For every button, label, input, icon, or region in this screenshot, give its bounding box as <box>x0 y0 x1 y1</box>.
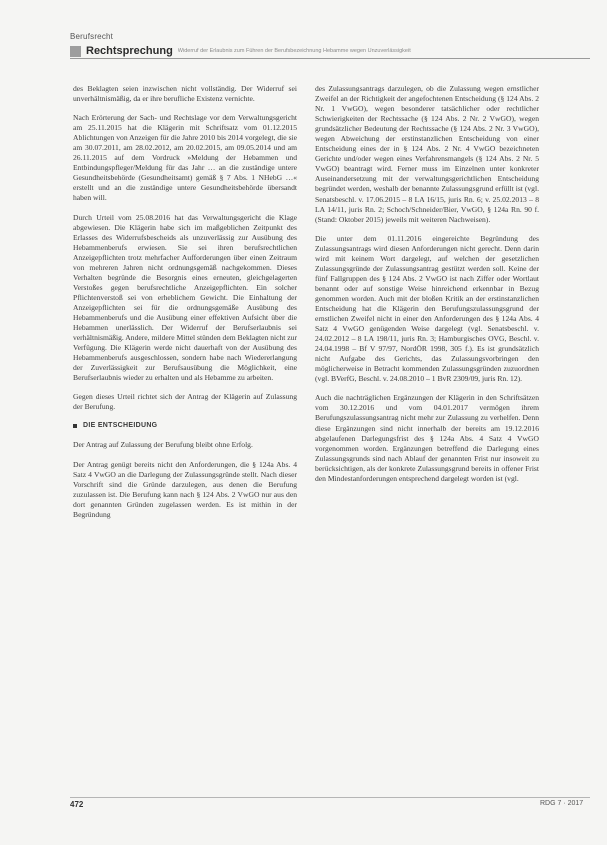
square-bullet-icon <box>73 424 77 428</box>
running-header <box>70 44 590 59</box>
paragraph: Nach Erörterung der Sach- und Rechtslage vor dem Verwaltungsgericht am 25.11.2015 hat die Klägerin mit Schriftsatz vom 01.12.2015 Ablichtungen von Anzeigen für die Jahre 2010 bis 2014 vorgelegt, die sie am 30.07.2011, am 28.02.2012, am 20.02.2015, am 09.05.2014 und am 26.11.2015 auf dem Vordruck »Meldung der Hebammen und Entbindungspfleger/Meldung für das Jahr … an die zuständige untere Gesundheitsbehörde (Gesundheitsamt) gemäß § 7 Abs. 1 NHebG …« erstellt und an die zuständige untere Gesundheitsbehörde übersandt haben will. <box>73 113 297 203</box>
paragraph: Der Antrag genügt bereits nicht den Anforderungen, die § 124a Abs. 4 Satz 4 VwGO an die Darlegung der Zulassungsgründe stellt. Nach dieser Vorschrift sind die Gründe darzulegen, aus denen die Berufung zuzulassen ist. Die Berufung kann nach § 124 Abs. 2 VwGO nur aus den dort genannten Gründen zugelassen werden. Es ist mithin in der Begründung <box>73 459 297 519</box>
footer-rule <box>70 797 590 798</box>
header-title: Rechtsprechung <box>86 45 173 57</box>
paragraph: Auch die nachträglichen Ergänzungen der Klägerin in den Schriftsätzen vom 30.12.2016 und vom 04.01.2017 vermögen ihrem Berufungszulassungsantrag nicht mehr zur Zulassung zu verhelfen. Denn diese Ergänzungen sind nicht innerhalb der bereits am 19.12.2016 abgelaufenen Darlegungsfrist des § 124a Abs. 4 Satz 4 VwGO vorgenommen worden. Ergänzungen betreffend die Darlegung eines Zulassungsgrunds sind nach Ablauf der genannten Frist nur insoweit zu berücksichtigen, als der konkrete Zulassungsgrund bereits in offener Frist den Mindestanforderungen entsprechend dargelegt worden ist (vgl. <box>315 393 539 483</box>
paragraph: Der Antrag auf Zulassung der Berufung bleibt ohne Erfolg. <box>73 440 253 450</box>
paragraph: des Zulassungsantrags darzulegen, ob die Zulassung wegen ernstlicher Zweifel an der Richtigkeit der angefochtenen Entscheidung (§ 124 Abs. 2 Nr. 1 VwGO), wegen besonderer tatsächlicher oder rechtlicher Schwierigkeiten der Rechtssache (§ 124 Abs. 2 Nr. 2 VwGO), wegen grundsätzlicher Bedeutung der Rechtssache (§ 124 Abs. 2 Nr. 3 VwGO), wegen Abweichung der erstinstanzlichen Entscheidung von einer Entscheidung eines der in § 124 Abs. 2 Nr. 4 VwGO bezeichneten Gerichte und/oder wegen eines Verfahrensmangels (§ 124 Abs. 2 Nr. 5 VwGO) beantragt wird. Ferner muss im Einzelnen unter konkreter Auseinandersetzung mit der verwaltungsgerichtlichen Entscheidung begründet werden, weshalb der benannte Zulassungsgrund erfüllt ist (vgl. Senatsbeschl. v. 17.06.2015 – 8 LA 16/15, juris Rn. 6; v. 25.02.2013 – 8 LA 14/11, juris Rn. 2; Schoch/Schneider/Bier, VwGO, § 124a Rn. 90 f. (Stand: Oktober 2015) jeweils mit weiteren Nachweisen). <box>315 84 539 224</box>
header-square-icon <box>70 46 81 57</box>
paragraph: Die unter dem 01.11.2016 eingereichte Begründung des Zulassungsantrags wird diesen Anforderungen nicht gerecht. Denn darin wird mit keinem Wort dargelegt, auf welchen der gesetzlichen Zulassungsgründe der Zulassungsantrag gestützt werden soll. Keine der fünf Fallgruppen des § 124 Abs. 2 VwGO ist nach Ziffer oder Wortlaut benannt oder auf sonstige Weise hinreichend erkennbar in Bezug genommen worden. Auch mit der bloßen Kritik an der erstinstanzlichen Entscheidung hat die Klägerin den Berufungszulassungsgrund der ernstlichen Zweifel nicht in einer den Anforderungen des § 124a Abs. 4 Satz 4 VwGO genügenden Weise dargelegt (vgl. Senatsbeschl. v. 24.02.2012 – 8 LA 198/11, juris Rn. 3; Hamburgisches OVG, Beschl. v. 24.04.1998 – Bf V 97/97, NordÖR 1998, 305 f.). Es ist grundsätzlich nicht Aufgabe des Gerichts, das Zulassungsvorbringen den möglicherweise in Betracht kommenden Zulassungsgründen zuzuordnen (vgl. BVerfG, Beschl. v. 24.08.2010 – 1 BvR 2309/09, juris Rn. 12). <box>315 233 539 384</box>
left-column <box>73 84 297 529</box>
section-heading-text: DIE ENTSCHEIDUNG <box>83 422 158 430</box>
paragraph: Gegen dieses Urteil richtet sich der Antrag der Klägerin auf Zulassung der Berufung. <box>73 392 297 412</box>
paragraph: Durch Urteil vom 25.08.2016 hat das Verwaltungsgericht die Klage abgewiesen. Die Klägerin habe sich im maßgeblichen Zeitpunkt des Erlasses des Widerrufsbescheids als unzuverlässig zur Ausübung des Hebammenberufs erwiesen. Sie sei ihren berufsrechtlichen Anzeigepflichten trotz mehrfacher Aufforderungen über einen Zeitraum von mehreren Jahren nicht ordnungsgemäß nachgekommen. Dieses Verhalten begründe die Besorgnis eines erneuten, gleichgelagerten Verstoßes gegen berufsrechtliche Anzeigepflichten. Ein solcher Pflichtenverstoß sei von erheblichem Gewicht. Die Einhaltung der Anzeigepflichten sei für die ordnungsgemäße Ausübung des Hebammenberufs und die Ausübung einer effektiven Aufsicht über die Hebammen unerlässlich. Der Widerruf der Berufserlaubnis sei verhältnismäßig. Andere, mildere Mittel stünden dem Beklagten nicht zur Verfügung. Die Klägerin werde nicht dauerhaft von der Ausübung des Hebammenberufs ausgeschlossen, sondern habe nach Wiedererlangung der Zuverlässigkeit zur Berufsausübung die Möglichkeit, eine Berufserlaubnis wieder zu erhalten und als Hebamme zu arbeiten. <box>73 212 297 383</box>
paragraph: des Beklagten seien inzwischen nicht vollständig. Der Widerruf sei unverhältnismäßig, da er ihre berufliche Existenz vernichte. <box>73 84 297 104</box>
page-number: 472 <box>70 800 84 809</box>
section-heading <box>73 421 297 431</box>
issue-label: RDG 7 · 2017 <box>540 800 584 807</box>
header-subtitle: Widerruf der Erlaubnis zum Führen der Berufsbezeichnung Hebamme wegen Unzuverlässigkeit <box>177 48 411 54</box>
right-column <box>315 84 539 493</box>
section-kicker: Berufsrecht <box>70 32 114 41</box>
